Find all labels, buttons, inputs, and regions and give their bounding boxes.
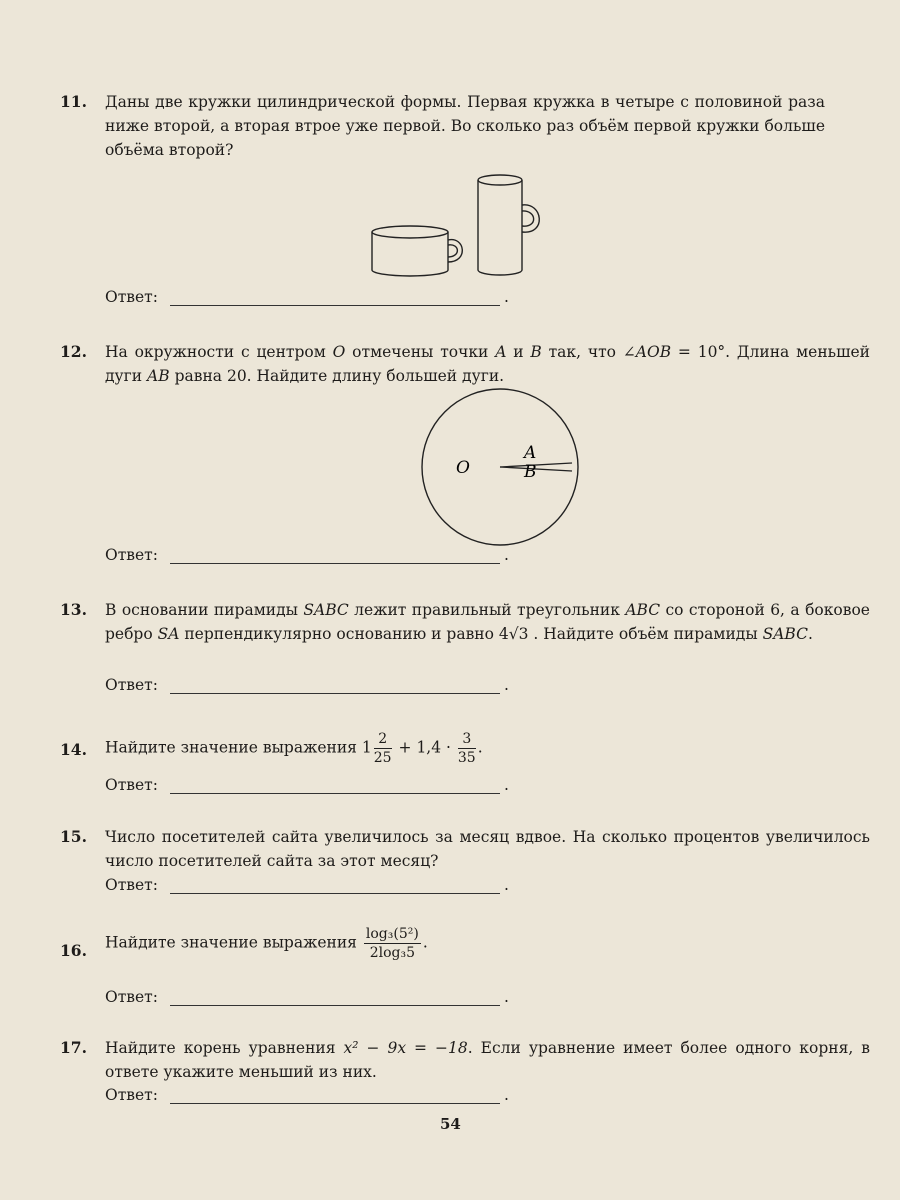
problem-15: 15. Число посетителей сайта увеличилось за месяц вдвое. На сколько процентов увеличилось число посетителей сайта за этот месяц?	[60, 825, 870, 873]
answer-11: Ответ: .	[105, 288, 509, 306]
problem-17: 17. Найдите корень уравнения x² − 9x = −18. Если уравнение имеет более одного корня, в ответе укажите меньший из них.	[60, 1036, 870, 1084]
answer-line[interactable]	[170, 677, 500, 694]
problem-13: 13. В основании пирамиды SABC лежит правильный треугольник ABC со стороной 6, а боковое ребро SA перпендикулярно основанию и равно 4√3 . Найдите объём пирамиды SABC.	[60, 598, 870, 646]
tall-mug	[478, 175, 539, 275]
answer-line[interactable]	[170, 989, 500, 1006]
problem-number: 11.	[60, 92, 87, 111]
problem-11	[60, 90, 870, 162]
problem-text: Найдите корень уравнения x² − 9x = −18. Если уравнение имеет более одного корня, в ответе укажите меньший из них.	[105, 1039, 870, 1081]
problem-text: Даны две кружки цилиндрической формы. Первая кружка в четыре с половиной раза ниже второй, а вторая втрое уже первой. Во сколько раз объём первой кружки больше объёма второй?	[105, 93, 825, 159]
problem-text: На окружности с центром O отмечены точки A и B так, что ∠AOB = 10°. Длина меньшей дуги AB равна 20. Найдите длину большей дуги.	[105, 343, 871, 385]
problem-12: 12. На окружности с центром O отмечены точки A и B так, что ∠AOB = 10°. Длина меньшей дуги AB равна 20. Найдите длину большей дуги.	[60, 340, 870, 388]
problem-text: Число посетителей сайта увеличилось за месяц вдвое. На сколько процентов увеличилось число посетителей сайта за этот месяц?	[105, 828, 870, 870]
answer-line[interactable]	[170, 289, 500, 306]
answer-17: Ответ: .	[105, 1086, 509, 1104]
fraction-2: $\frac{3}{35}$	[457, 731, 476, 766]
answer-14: Ответ: .	[105, 776, 509, 794]
answer-16: Ответ: .	[105, 988, 509, 1006]
answer-line[interactable]	[170, 547, 500, 564]
answer-line[interactable]	[170, 877, 500, 894]
problem-text: Найдите значение выражения 1 $\frac{2}{25}$ + 1,4 · $\frac{3}{35}$ .	[105, 731, 483, 766]
answer-13: Ответ: .	[105, 676, 509, 694]
problem-16: 16. Найдите значение выражения $\frac{\text{log₃(5²)}}{\text{2log₃5}}$ .	[60, 925, 870, 962]
problem-text: Найдите значение выражения $\frac{\text{log₃(5²)}}{\text{2log₃5}}$ .	[105, 926, 428, 961]
wide-mug	[372, 226, 462, 276]
answer-line[interactable]	[170, 777, 500, 794]
label-o: O	[456, 458, 470, 478]
answer-line[interactable]	[170, 1087, 500, 1104]
circle-figure	[420, 385, 580, 555]
log-fraction: $\frac{\text{log₃(5²)}}{\text{2log₃5}}$	[365, 926, 419, 961]
page-number: 54	[440, 1115, 461, 1133]
problem-14: 14. Найдите значение выражения 1 $\frac{2}{25}$ + 1,4 · $\frac{3}{35}$ .	[60, 730, 870, 767]
mugs-figure	[365, 170, 550, 280]
fraction-1: $\frac{2}{25}$	[373, 731, 392, 766]
answer-12: Ответ: .	[105, 546, 509, 564]
label-b: B	[524, 462, 537, 482]
answer-15: Ответ: .	[105, 876, 509, 894]
problem-text: В основании пирамиды SABC лежит правильный треугольник ABC со стороной 6, а боковое ребро SA перпендикулярно основанию и равно 4√3 . Найдите объём пирамиды SABC.	[105, 601, 870, 643]
label-a: A	[524, 443, 537, 463]
